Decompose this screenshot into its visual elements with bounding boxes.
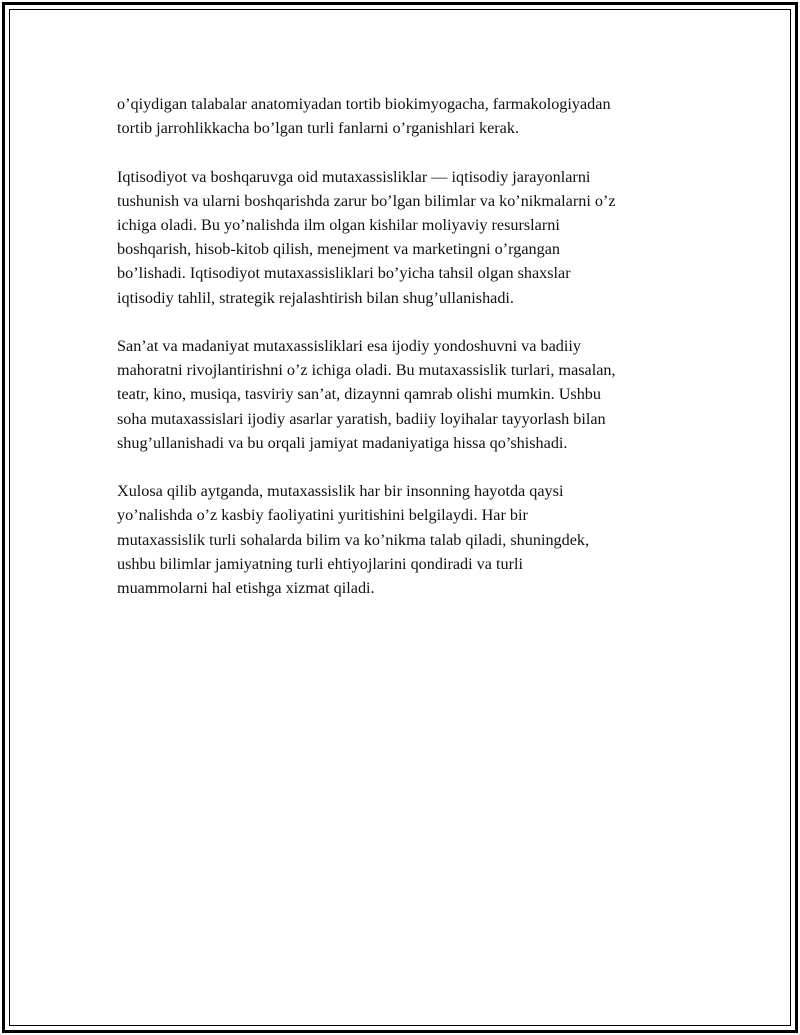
document-body bbox=[117, 92, 687, 624]
paragraph-arts-culture: San’at va madaniyat mutaxassisliklari esa ijodiy yondoshuvni va badiiy mahoratni rivojlantirishni o’z ichiga oladi. Bu mutaxassislik turlari, masalan, teatr, kino, musiqa, tasviriy san’at, dizaynni qamrab olishi mumkin. Ushbu soha mutaxassislari ijodiy asarlar yaratish, badiiy loyihalar tayyorlash bilan shug’ullanishadi va bu orqali jamiyat madaniyatiga hissa qo’shishadi. bbox=[117, 337, 616, 452]
paragraph-medical-studies: o’qiydigan talabalar anatomiyadan tortib biokimyogacha, farmakologiyadan tortib jarrohlikkacha bo’lgan turli fanlarni o’rganishlari kerak. bbox=[117, 95, 611, 138]
paragraph-economics: Iqtisodiyot va boshqaruvga oid mutaxassisliklar — iqtisodiy jarayonlarni tushunish va ularni boshqarishda zarur bo’lgan bilimlar va ko’nikmalarni o’z ichiga oladi. Bu yo’nalishda ilm olgan kishilar moliyaviy resurslarni boshqarish, hisob-kitob qilish, menejment va marketingni o’rgangan bo’lishadi. Iqtisodiyot mutaxassisliklari bo’yicha tahsil olgan shaxslar iqtisodiy tahlil, strategik rejalashtirish bilan shug’ullanishadi. bbox=[117, 167, 616, 307]
paragraph-conclusion: Xulosa qilib aytganda, mutaxassislik har bir insonning hayotda qaysi yo’nalishda o’z kasbiy faoliyatini yuritishini belgilaydi. Har bir mutaxassislik turli sohalarda bilim va ko’nikma talab qiladi, shuningdek, ushbu bilimlar jamiyatning turli ehtiyojlarini qondiradi va turli muammolarni hal etishga xizmat qiladi. bbox=[117, 482, 590, 598]
